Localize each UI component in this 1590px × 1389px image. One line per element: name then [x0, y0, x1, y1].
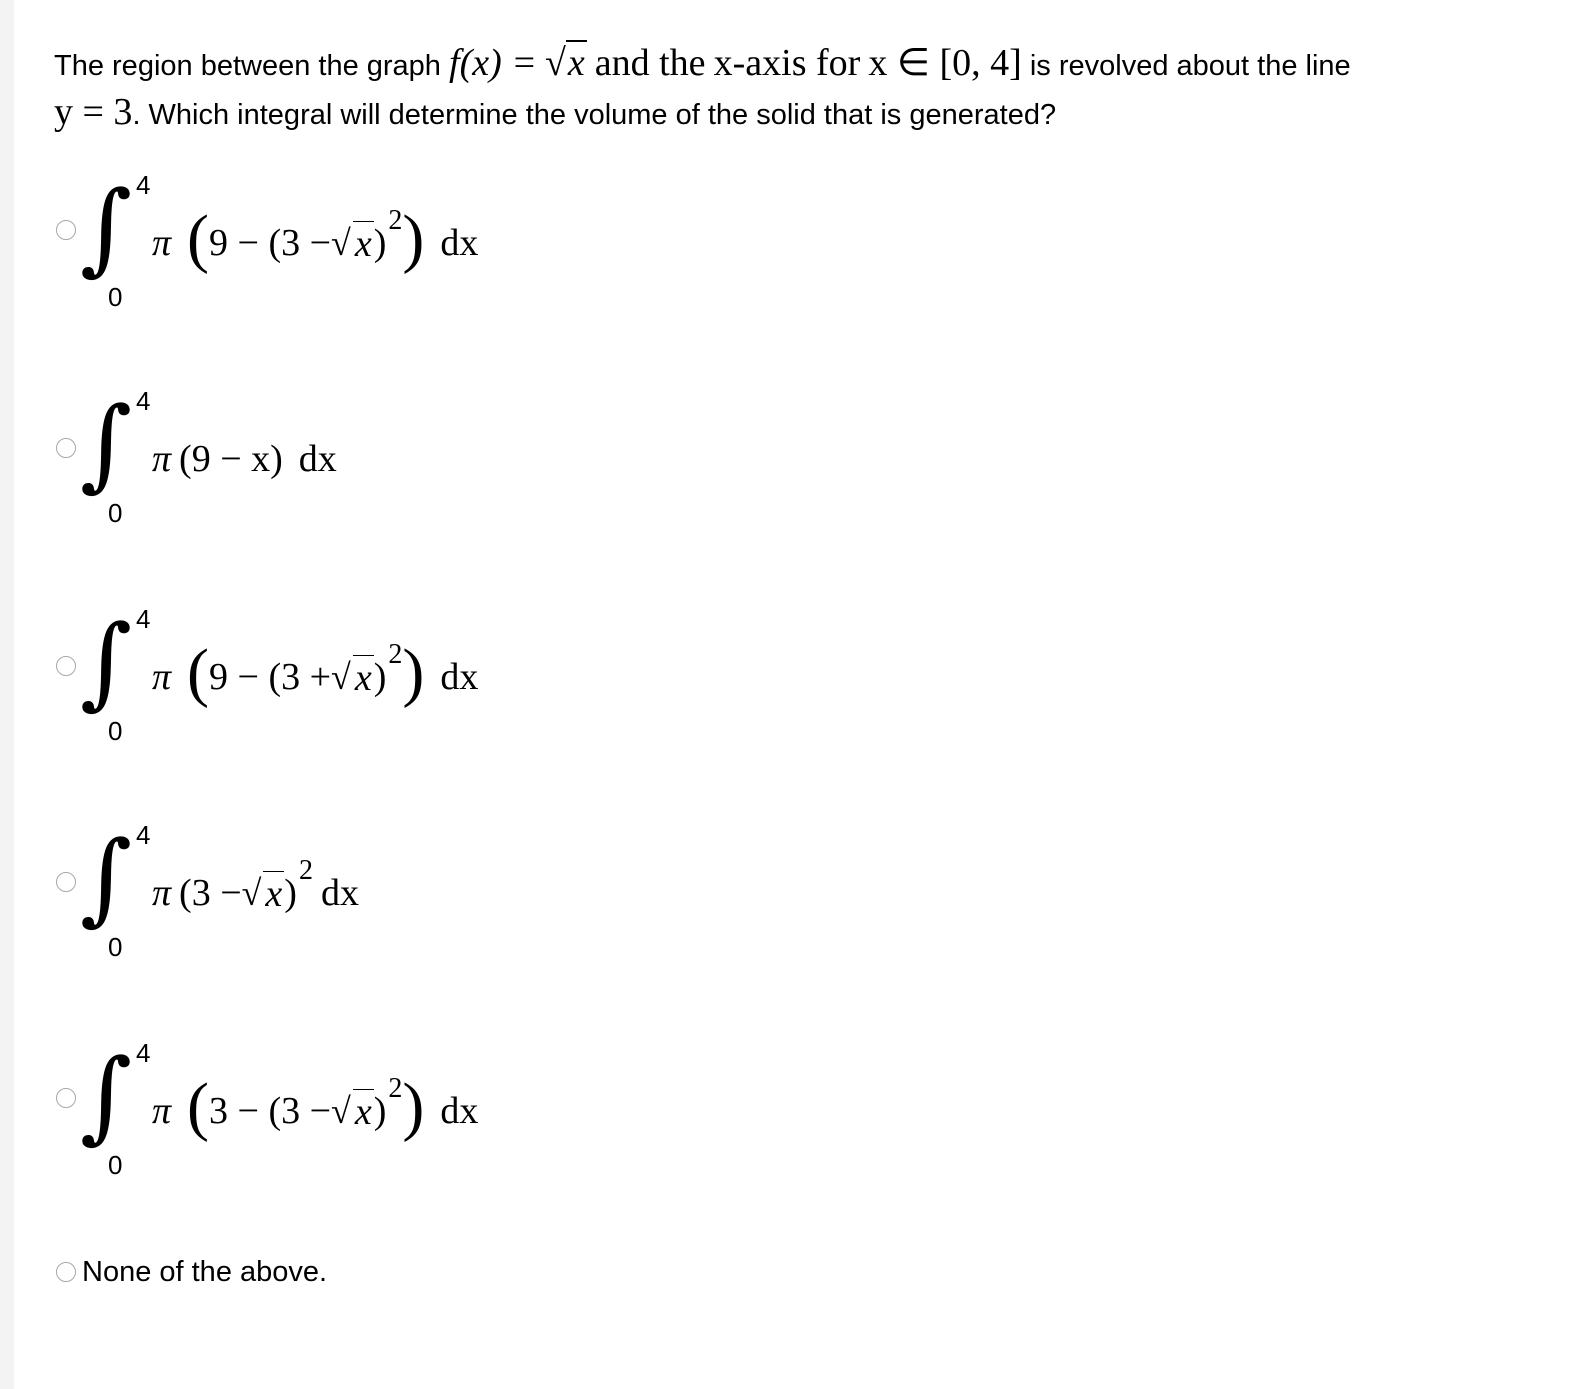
- exponent: 2: [388, 205, 403, 236]
- sqrt-x: x: [354, 222, 372, 265]
- open-paren: (: [187, 1070, 210, 1143]
- option-none-radio[interactable]: [56, 1262, 76, 1282]
- dx-label: dx: [298, 438, 337, 480]
- pi-symbol: π: [152, 656, 172, 698]
- inner-expression: (3 −: [179, 872, 242, 914]
- exponent: 2: [298, 855, 313, 886]
- exponent: 2: [388, 639, 403, 670]
- answer-option-5[interactable]: [0, 1038, 1000, 1188]
- pi-symbol: π: [152, 872, 172, 914]
- question-sqrt-radical: √: [544, 42, 566, 84]
- option-none-label: None of the above.: [82, 1255, 328, 1288]
- upper-limit: 4: [136, 170, 151, 200]
- question-text-3: is revolved about the line: [1029, 50, 1351, 82]
- question-text-4: . Which integral will determine the volume of the solid that is generated?: [132, 99, 1057, 131]
- sqrt-radical: √: [331, 657, 351, 697]
- sqrt-x: x: [265, 872, 283, 915]
- inner-expression: 9 − (3 −: [209, 222, 332, 264]
- inner-expression: 9 − (3 +: [209, 656, 332, 698]
- inner-close: ): [284, 872, 297, 914]
- dx-label: dx: [440, 656, 479, 698]
- sqrt-radical: √: [241, 873, 262, 913]
- open-paren: (: [187, 636, 210, 709]
- question-x-in: x ∈ [0, 4]: [868, 42, 1022, 84]
- pi-symbol: π: [152, 222, 172, 264]
- inner-close: ): [373, 656, 387, 698]
- question-x-axis: x-axis for: [713, 42, 861, 84]
- question-y-eq: y = 3: [54, 91, 133, 133]
- close-paren: ): [402, 1070, 425, 1143]
- option-1-radio[interactable]: [56, 220, 76, 240]
- answer-option-none[interactable]: [56, 1252, 327, 1292]
- integral-sign-icon: ∫: [80, 819, 133, 936]
- upper-limit: 4: [136, 1038, 151, 1068]
- pi-symbol: π: [152, 438, 172, 480]
- answer-option-4[interactable]: [0, 820, 1000, 970]
- question-text-1: The region between the graph: [54, 50, 441, 82]
- dx-label: dx: [320, 872, 359, 914]
- answer-option-2[interactable]: [0, 386, 1000, 536]
- lower-limit: 0: [108, 1150, 123, 1180]
- sqrt-radical: √: [331, 1091, 351, 1131]
- upper-limit: 4: [136, 386, 151, 416]
- lower-limit: 0: [108, 282, 123, 312]
- lower-limit: 0: [108, 716, 123, 746]
- close-paren: ): [402, 202, 425, 275]
- answer-option-1[interactable]: [0, 170, 1000, 320]
- integral-sign-icon: ∫: [80, 169, 133, 286]
- sqrt-x: x: [354, 1090, 372, 1133]
- integral-sign-icon: ∫: [80, 385, 133, 502]
- inner-close: ): [373, 1090, 387, 1132]
- option-5-radio[interactable]: [56, 1088, 76, 1108]
- inner-close: ): [373, 222, 387, 264]
- inner-expression: 3 − (3 −: [209, 1090, 332, 1132]
- pi-symbol: π: [152, 1090, 172, 1132]
- upper-limit: 4: [136, 604, 151, 634]
- exponent: 2: [388, 1073, 403, 1104]
- close-paren: ): [402, 636, 425, 709]
- integral-sign-icon: ∫: [80, 603, 133, 720]
- question-sqrt-x: x: [567, 42, 585, 84]
- upper-limit: 4: [136, 820, 151, 850]
- integral-sign-icon: ∫: [80, 1037, 133, 1154]
- open-paren: (: [187, 202, 210, 275]
- lower-limit: 0: [108, 498, 123, 528]
- inner-expression: (9 − x): [179, 438, 283, 480]
- dx-label: dx: [440, 1090, 479, 1132]
- question-text: [54, 40, 1554, 138]
- dx-label: dx: [440, 222, 479, 264]
- sqrt-radical: √: [331, 223, 351, 263]
- question-text-2: and the: [594, 42, 706, 84]
- option-4-radio[interactable]: [56, 872, 76, 892]
- sqrt-x: x: [354, 656, 372, 699]
- option-2-radio[interactable]: [56, 438, 76, 458]
- option-3-radio[interactable]: [56, 656, 76, 676]
- answer-option-3[interactable]: [0, 604, 1000, 754]
- question-fx: f(x) =: [449, 42, 537, 84]
- lower-limit: 0: [108, 932, 123, 962]
